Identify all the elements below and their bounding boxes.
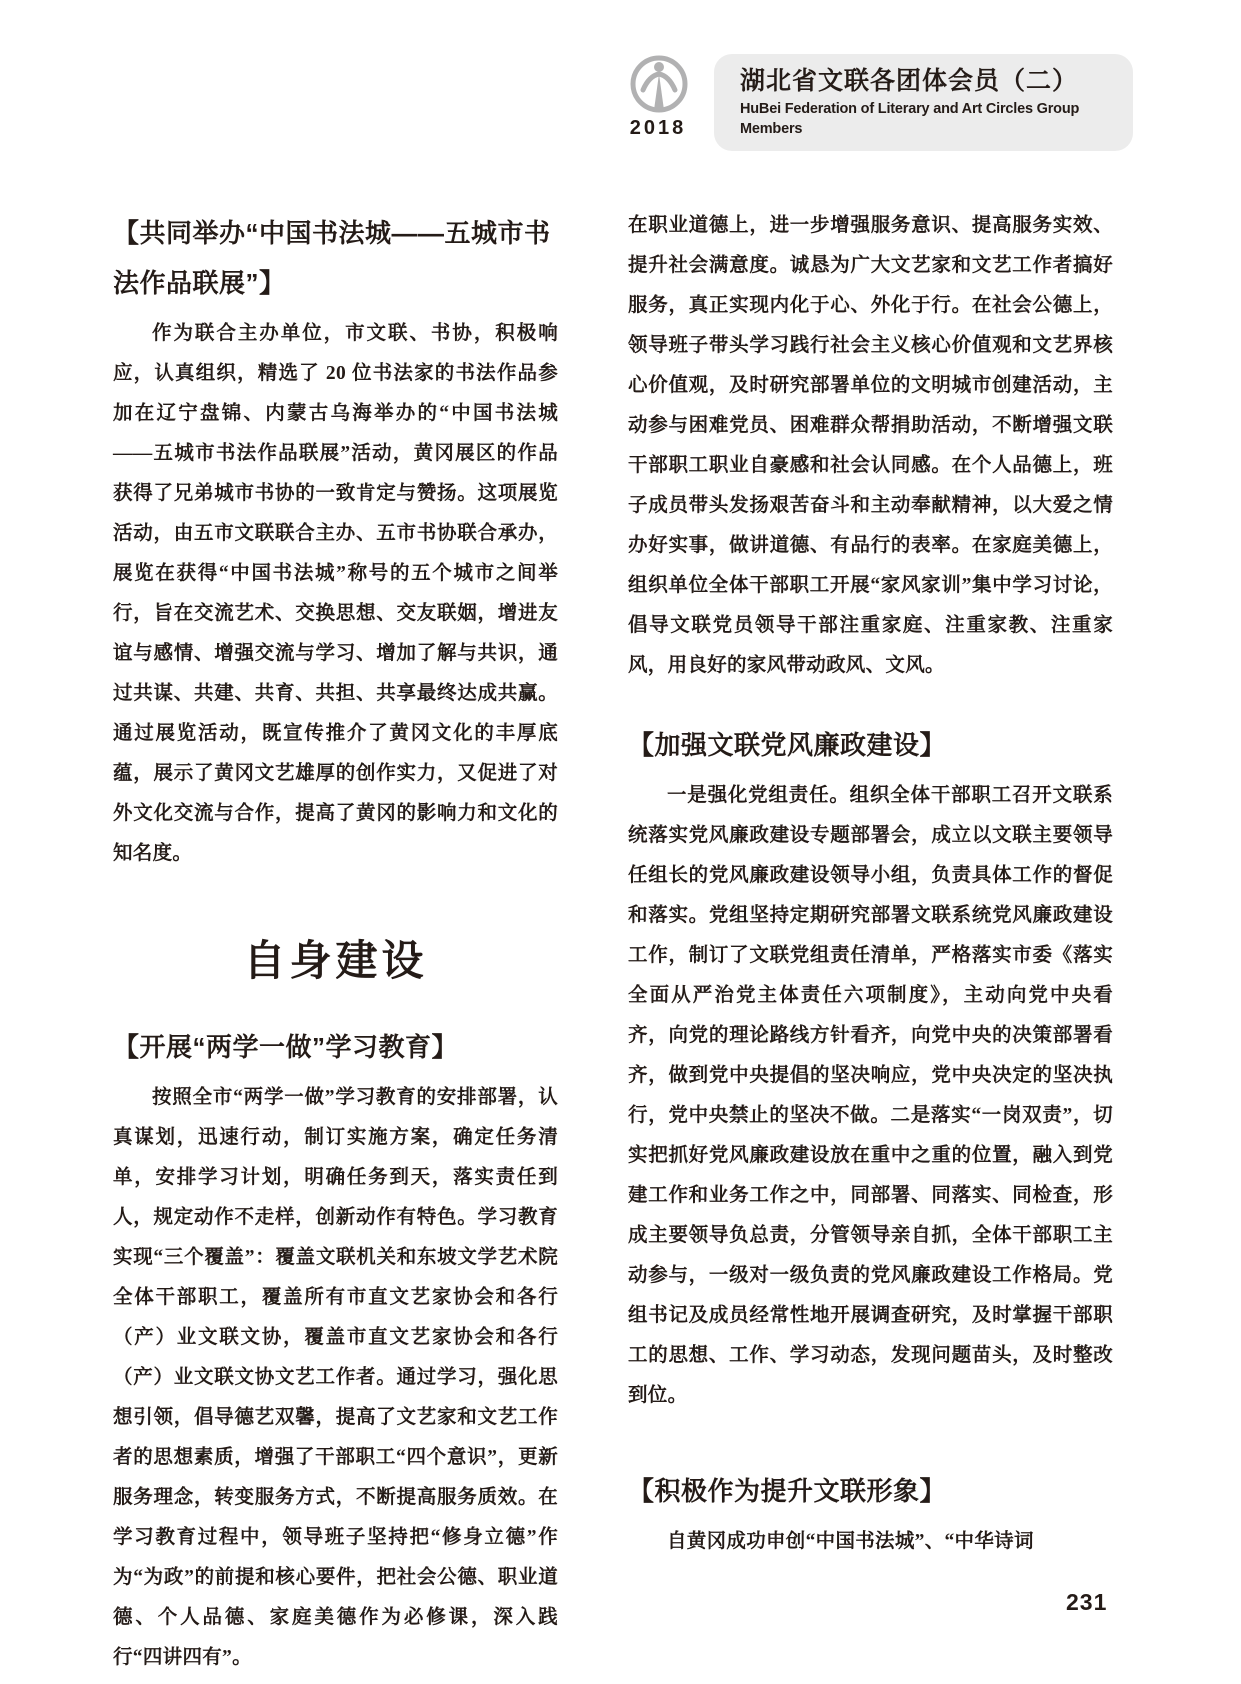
federation-logo-icon — [625, 54, 691, 116]
left-column — [113, 196, 558, 1678]
logo-block — [612, 54, 704, 140]
section-heading-image-promotion: 【积极作为提升文联形象】 — [628, 1476, 947, 1506]
right-column — [628, 196, 1113, 1678]
content-columns — [113, 196, 1113, 1678]
chapter-title-self-construction: 自身建设 — [243, 937, 428, 984]
page-header — [612, 54, 1133, 151]
section-body-joint-exhibition: 作为联合主办单位，市文联、书协，积极响应，认真组织，精选了 20 位书法家的书法作品参加在辽宁盘锦、内蒙古乌海举办的“中国书法城——五城市书法作品联展”活动，黄冈展区的作品获得了兄弟城市书协的一致肯定与赞扬。这项展览活动，由五市文联联合主办、五市书协联合承办，展览在获得“中国书法城”称号的五个城市之间举行，旨在交流艺术、交换思想、交友联姻，增进友谊与感情、增强交流与学习、增加了解与共识，通过共谋、共建、共育、共担、共享最终达成共赢。通过展览活动，既宣传推介了黄冈文化的丰厚底蕴，展示了黄冈文艺雄厚的创作实力，又促进了对外文化交流与合作，提高了黄冈的影响力和文化的知名度。 — [113, 323, 558, 864]
header-title-cn: 湖北省文联各团体会员（二） — [740, 67, 1079, 95]
header-title-en: HuBei Federation of Literary and Art Circles Group Members — [740, 101, 1080, 137]
section-heading-party-conduct: 【加强文联党风廉政建设】 — [628, 730, 947, 760]
continuation-paragraph: 在职业道德上，进一步增强服务意识、提高服务实效、提升社会满意度。诚恳为广大文艺家和文艺工作者搞好服务，真正实现内化于心、外化于行。在社会公德上，领导班子带头学习践行社会主义核心价值观和文艺界核心价值观，及时研究部署单位的文明城市创建活动，主动参与困难党员、困难群众帮捐助活动，不断增强文联干部职工职业自豪感和社会认同感。在个人品德上，班子成员带头发扬艰苦奋斗和主动奉献精神，以大爱之情办好实事，做讲道德、有品行的表率。在家庭美德上，组织单位全体干部职工开展“家风家训”集中学习讨论，倡导文联党员领导干部注重家庭、注重家教、注重家风，用良好的家风带动政风、文风。 — [628, 215, 1113, 676]
header-title-box — [714, 54, 1133, 151]
section-body-image-promotion: 自黄冈成功申创“中国书法城”、“中华诗词 — [667, 1531, 1034, 1552]
section-heading-joint-exhibition: 【共同举办“中国书法城——五城市书法作品联展”】 — [113, 218, 551, 298]
year-label: 2018 — [629, 117, 687, 139]
page-number: 231 — [1066, 1589, 1108, 1615]
section-body-two-studies: 按照全市“两学一做”学习教育的安排部署，认真谋划，迅速行动，制订实施方案，确定任务清单，安排学习计划，明确任务到天，落实责任到人，规定动作不走样，创新动作有特色。学习教育实现“三个覆盖”：覆盖文联机关和东坡文学艺术院全体干部职工，覆盖所有市直文艺家协会和各行（产）业文联文协，覆盖市直文艺家协会和各行（产）业文联文协文艺工作者。通过学习，强化思想引领，倡导德艺双馨，提高了文艺家和文艺工作者的思想素质，增强了干部职工“四个意识”，更新服务理念，转变服务方式，不断提高服务质效。在学习教育过程中，领导班子坚持把“修身立德”作为“为政”的前提和核心要件，把社会公德、职业道德、个人品德、家庭美德作为必修课，深入践行“四讲四有”。 — [113, 1087, 558, 1668]
section-heading-two-studies: 【开展“两学一做”学习教育】 — [113, 1032, 459, 1062]
section-body-party-conduct: 一是强化党组责任。组织全体干部职工召开文联系统落实党风廉政建设专题部署会，成立以文联主要领导任组长的党风廉政建设领导小组，负责具体工作的督促和落实。党组坚持定期研究部署文联系统党风廉政建设工作，制订了文联党组责任清单，严格落实市委《落实全面从严治党主体责任六项制度》，主动向党中央看齐，向党的理论路线方针看齐，向党中央的决策部署看齐，做到党中央提倡的坚决响应，党中央决定的坚决执行，党中央禁止的坚决不做。二是落实“一岗双责”，切实把抓好党风廉政建设放在重中之重的位置，融入到党建工作和业务工作之中，同部署、同落实、同检查，形成主要领导负总责，分管领导亲自抓，全体干部职工主动参与，一级对一级负责的党风廉政建设工作格局。党组书记及成员经常性地开展调查研究，及时掌握干部职工的思想、工作、学习动态，发现问题苗头，及时整改到位。 — [628, 785, 1113, 1406]
